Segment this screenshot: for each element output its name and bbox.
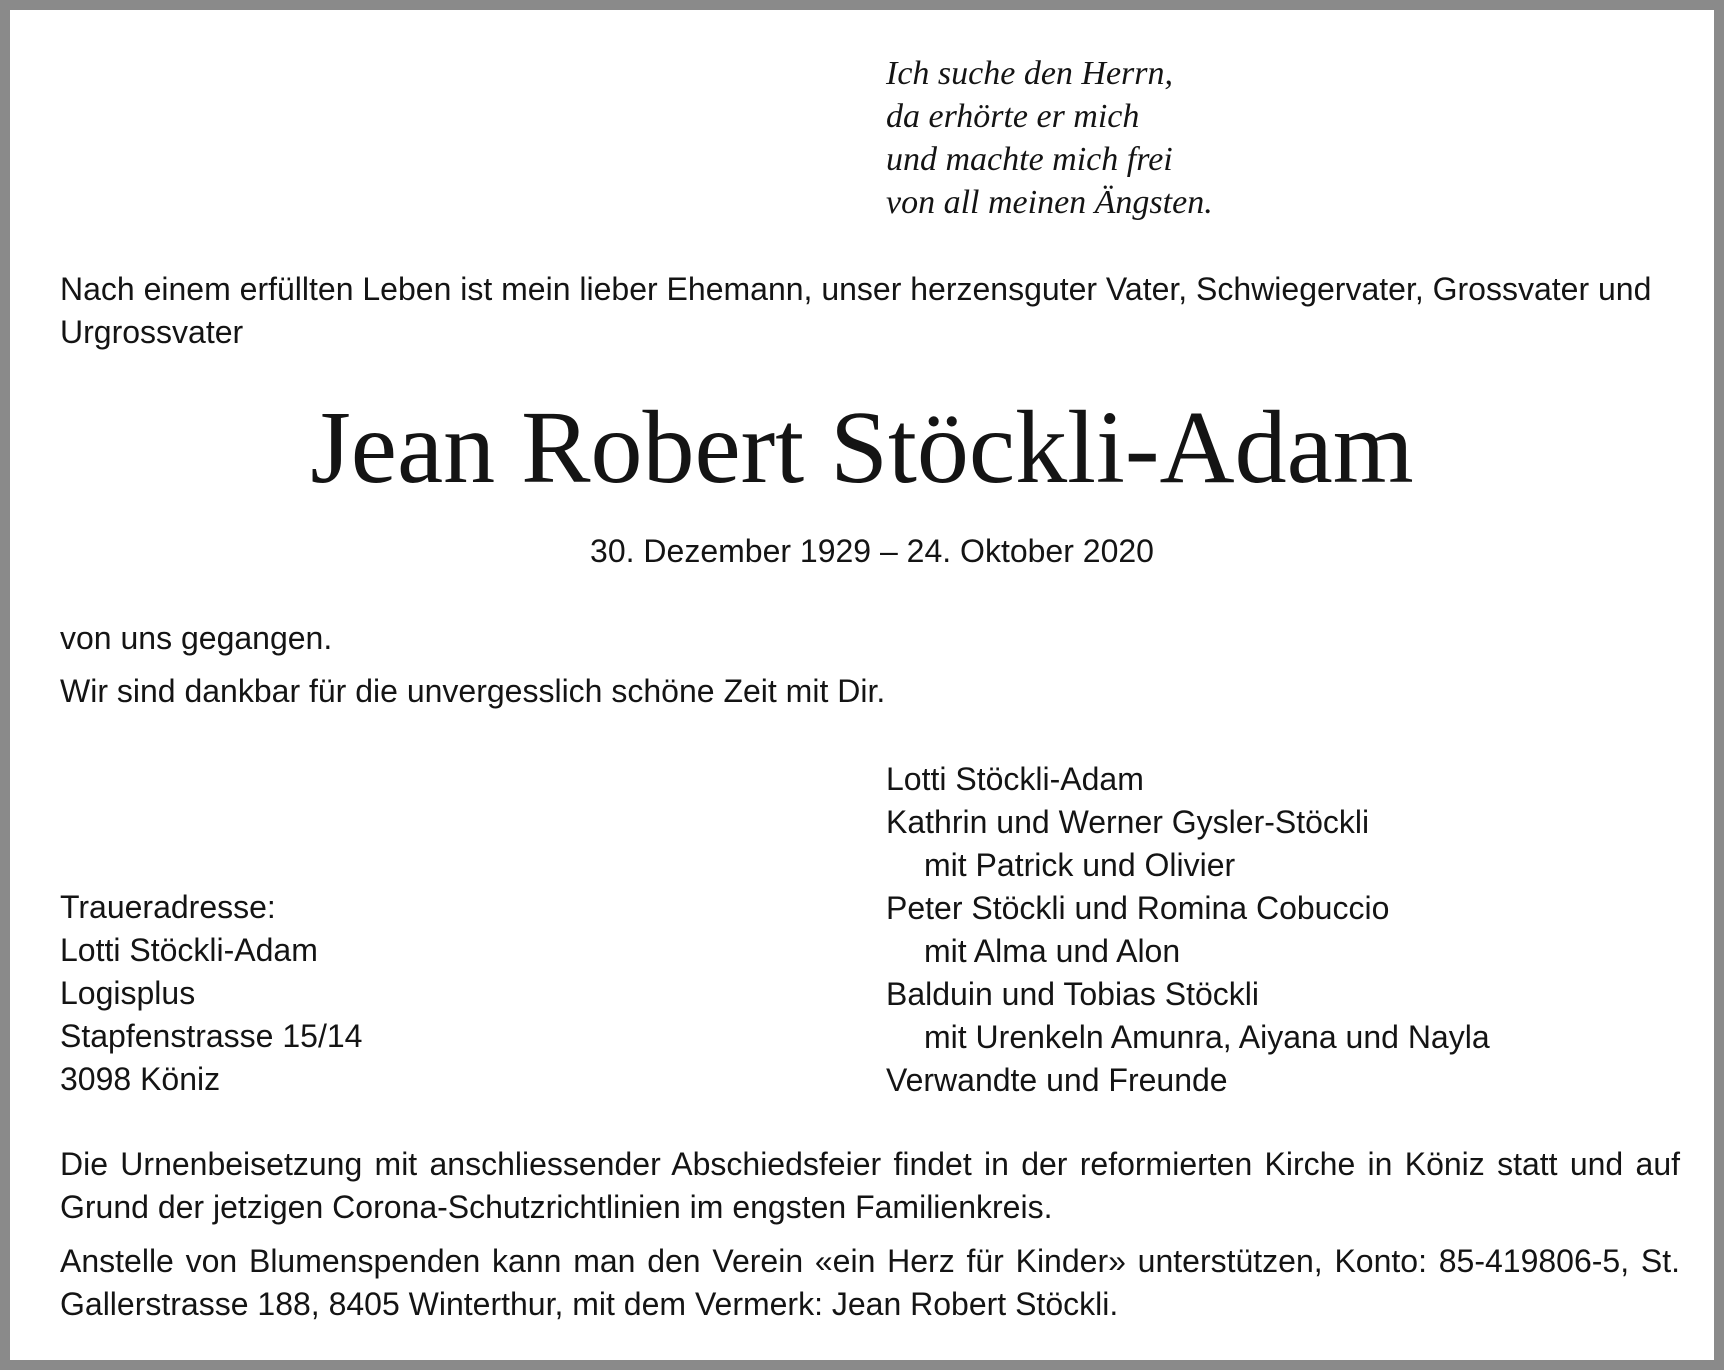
mourner-sub-entry: mit Patrick und Olivier (924, 847, 1236, 883)
thanks-text: Wir sind dankbar für die unvergesslich schöne Zeit mit Dir. (60, 673, 886, 709)
burial-notice: Die Urnenbeisetzung mit anschliessender Abschiedsfeier findet in der reformierten Kirche in Köniz statt und auf Grund der jetzigen Corona-Schutzrichtlinien im engsten Familienkreis. (60, 1146, 1680, 1225)
address-line: Lotti Stöckli-Adam (60, 932, 318, 968)
passed-away-text: von uns gegangen. (60, 620, 333, 656)
intro-paragraph: Nach einem erfüllten Leben ist mein lieber Ehemann, unser herzensguter Vater, Schwiegervater, Grossvater und Urgrossvater (60, 271, 1652, 350)
donation-notice: Anstelle von Blumenspenden kann man den Verein «ein Herz für Kinder» unterstützen, Konto: 85-419806-5, St. Gallerstrasse 188, 8405 Winterthur, mit dem Vermerk: Jean Robert Stöckli. (60, 1243, 1680, 1322)
bible-verse (886, 52, 1213, 224)
mourner-entry: Balduin und Tobias Stöckli (886, 976, 1259, 1012)
verse-line: und machte mich frei (886, 141, 1173, 178)
mourner-entry: Kathrin und Werner Gysler-Stöckli (886, 804, 1370, 840)
mourners-list (886, 758, 1490, 1102)
address-line: 3098 Köniz (60, 1061, 221, 1097)
verse-line: da erhörte er mich (886, 98, 1140, 135)
life-dates: 30. Dezember 1929 – 24. Oktober 2020 (590, 533, 1154, 569)
obituary-notice (10, 10, 1714, 1360)
address-label: Traueradresse: (60, 889, 276, 925)
mourner-sub-entry: mit Urenkeln Amunra, Aiyana und Nayla (924, 1019, 1490, 1055)
mourner-entry: Verwandte und Freunde (886, 1062, 1228, 1098)
verse-line: Ich suche den Herrn, (886, 55, 1174, 92)
mourner-entry: Peter Stöckli und Romina Cobuccio (886, 890, 1390, 926)
address-line: Logisplus (60, 975, 196, 1011)
mourner-sub-entry: mit Alma und Alon (924, 933, 1181, 969)
deceased-name: Jean Robert Stöckli-Adam (310, 390, 1414, 505)
address-line: Stapfenstrasse 15/14 (60, 1018, 363, 1054)
mourner-entry: Lotti Stöckli-Adam (886, 761, 1144, 797)
mourning-address (60, 886, 362, 1101)
verse-line: von all meinen Ängsten. (886, 184, 1213, 221)
